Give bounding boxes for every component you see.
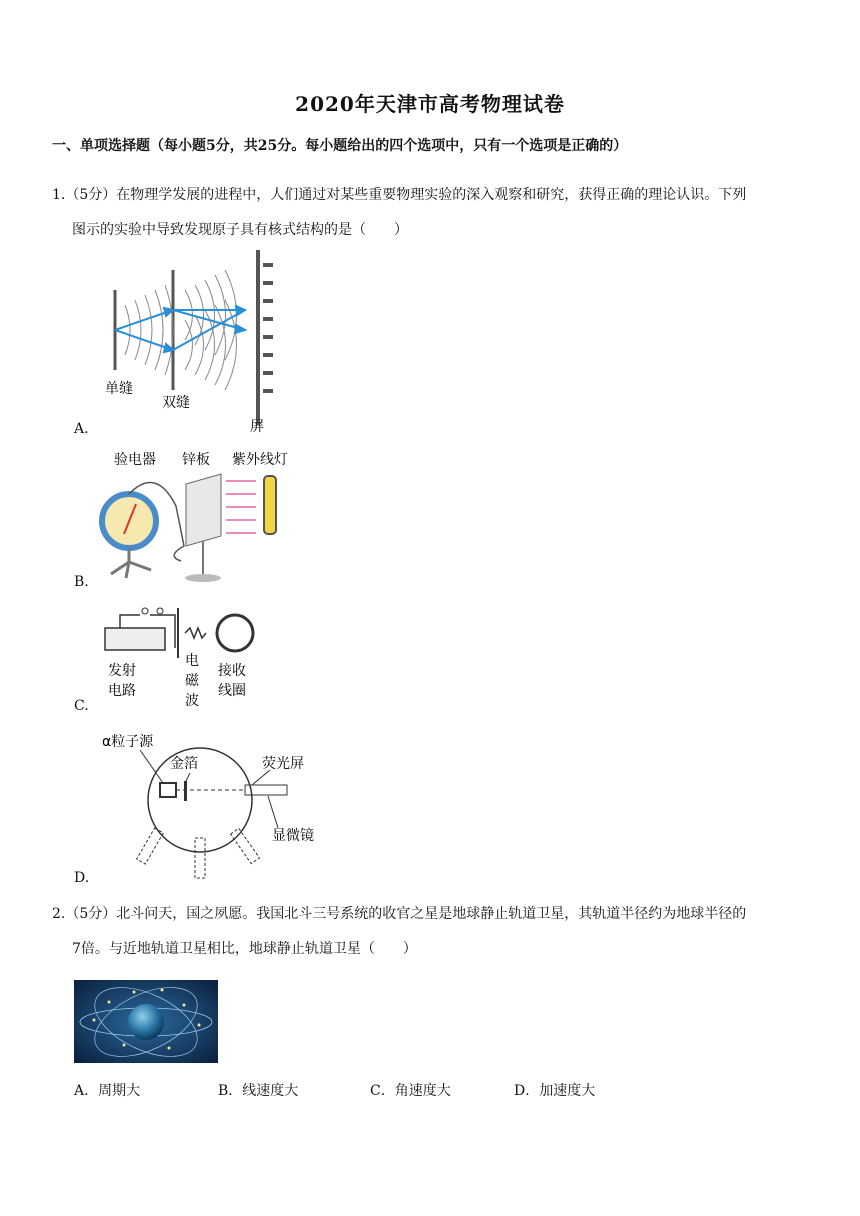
option-d-label: D. <box>74 870 90 886</box>
choice-d[interactable]: D．加速度大 <box>514 1083 596 1099</box>
single-slit-label: 单缝 <box>105 381 133 397</box>
choice-b[interactable]: B．线速度大 <box>218 1083 299 1099</box>
screen-label: 屏 <box>250 419 264 435</box>
question-1-text <box>52 187 812 248</box>
beidou-satellite-image <box>74 980 218 1063</box>
alpha-source-label: α粒子源 <box>102 734 154 750</box>
question-1-line-2: 图示的实验中导致发现原子具有核式结构的是（ ） <box>72 222 408 238</box>
question-1-line-1: 1.（5分）在物理学发展的进程中，人们通过对某些重要物理实验的深入观察和研究，获得正确的理论认识。下列 <box>52 187 747 203</box>
question-2-text <box>52 897 812 967</box>
rutherford-figure <box>100 728 330 883</box>
question-2-line-2: 7倍。与近地轨道卫星相比，地球静止轨道卫星（ ） <box>72 941 417 957</box>
wave-label-1: 电 <box>185 653 199 669</box>
transmit-label-1: 发射 <box>108 663 136 679</box>
em-wave-figure <box>100 603 270 713</box>
microscope-label: 显微镜 <box>272 828 314 844</box>
receive-label-2: 线圈 <box>218 683 246 699</box>
double-slit-label: 双缝 <box>162 395 190 411</box>
choice-a[interactable]: A．周期大 <box>74 1083 141 1099</box>
transmit-label-2: 电路 <box>108 683 136 699</box>
electroscope-label: 验电器 <box>114 452 156 468</box>
receive-label-1: 接收 <box>218 663 246 679</box>
page-title: 2020年天津市高考物理试卷 <box>295 92 565 116</box>
zinc-plate-label: 锌板 <box>182 452 210 468</box>
wave-label-3: 波 <box>185 693 199 709</box>
gold-foil-label: 金箔 <box>170 756 198 772</box>
option-c-label: C. <box>74 698 89 714</box>
uv-lamp-label: 紫外线灯 <box>232 452 288 468</box>
photoelectric-figure <box>96 446 306 586</box>
wave-label-2: 磁 <box>185 673 199 689</box>
question-2-line-1: 2.（5分）北斗问天，国之夙愿。我国北斗三号系统的收官之星是地球静止轨道卫星，其轨道半径约为地球半径的 <box>52 906 747 922</box>
double-slit-figure <box>90 245 290 435</box>
fluorescent-screen-label: 荧光屏 <box>262 756 304 772</box>
choice-c[interactable]: C．角速度大 <box>370 1083 451 1099</box>
option-a-label: A. <box>74 421 89 437</box>
section-heading: 一、单项选择题（每小题5分，共25分。每小题给出的四个选项中，只有一个选项是正确的） <box>52 138 628 154</box>
option-b-label: B. <box>74 574 89 590</box>
